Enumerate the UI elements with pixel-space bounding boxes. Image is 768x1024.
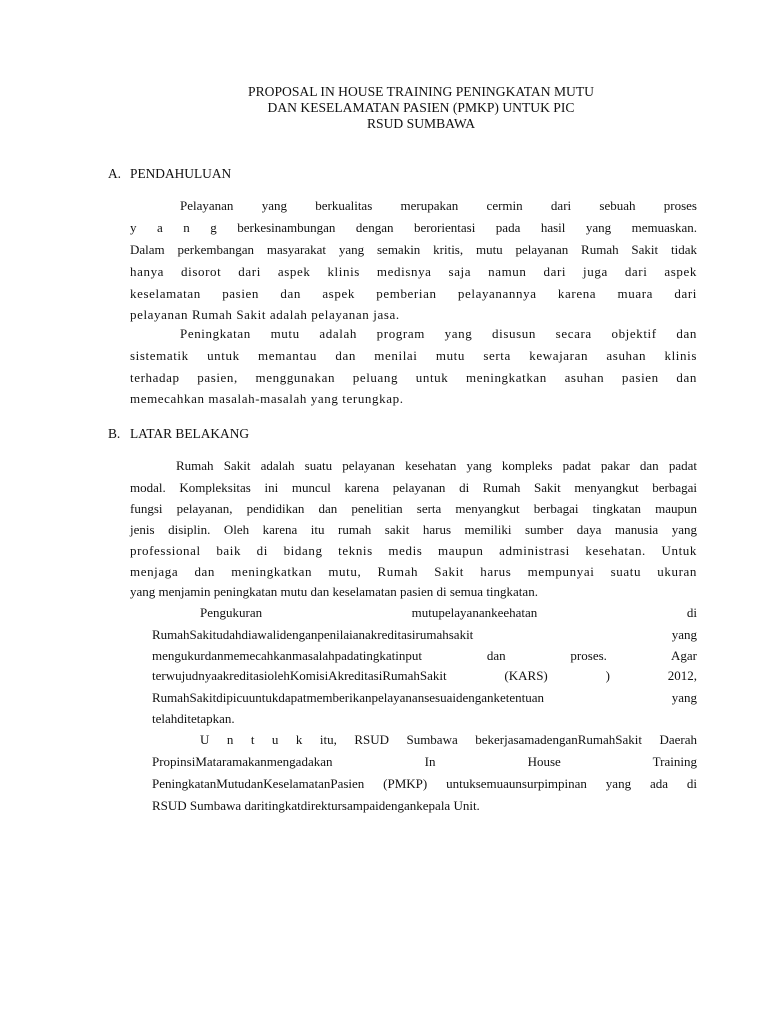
paragraph-line: pelayanan Rumah Sakit adalah pelayanan jasa. xyxy=(130,307,400,322)
section-a-title: PENDAHULUAN xyxy=(130,166,232,181)
paragraph-line: U n t u k itu, RSUD Sumbawa bekerjasamadenganRumahSakit Daerah xyxy=(200,732,697,747)
paragraph-line: PeningkatanMutudanKeselamatanPasien (PMKP) untuksemuaunsurpimpinan yang ada di xyxy=(152,776,697,791)
paragraph-line: fungsi pelayanan, pendidikan dan penelitian serta menyangkut berbagai tingkatan maupun xyxy=(130,501,697,516)
paragraph-line: Rumah Sakit adalah suatu pelayanan kesehatan yang kompleks padat pakar dan padat xyxy=(176,458,697,473)
section-a-heading xyxy=(108,165,231,183)
title-line-1: PROPOSAL IN HOUSE TRAINING PENINGKATAN MUTU xyxy=(248,84,594,99)
paragraph-line: terwujudnyaakreditasiolehKomisiAkreditasiRumahSakit (KARS) ) 2012, xyxy=(152,668,697,683)
section-b-title: LATAR BELAKANG xyxy=(130,426,250,441)
paragraph-line: Pengukuran mutupelayanankeehatan di xyxy=(200,605,697,620)
paragraph-line: Pelayanan yang berkualitas merupakan cermin dari sebuah proses xyxy=(180,198,697,213)
section-b-letter: B. xyxy=(108,426,121,441)
title-line-2: DAN KESELAMATAN PASIEN (PMKP) UNTUK PIC xyxy=(267,100,575,115)
paragraph-line: memecahkan masalah-masalah yang terungkap. xyxy=(130,391,404,406)
paragraph-line: modal. Kompleksitas ini muncul karena pelayanan di Rumah Sakit menyangkut berbagai xyxy=(130,480,697,495)
section-b-heading xyxy=(108,425,249,443)
paragraph-line: y a n g berkesinambungan dengan berorientasi pada hasil yang memuaskan. xyxy=(130,220,697,235)
paragraph-line: PropinsiMataramakanmengadakan In House Training xyxy=(152,754,697,769)
paragraph-line: telahditetapkan. xyxy=(152,711,235,726)
document-title xyxy=(0,84,768,132)
paragraph-line: terhadap pasien, menggunakan peluang untuk meningkatkan asuhan pasien dan xyxy=(130,370,697,385)
paragraph-line: professional baik di bidang teknis medis maupun administrasi kesehatan. Untuk xyxy=(130,543,697,558)
paragraph-line: RumahSakitudahdiawalidenganpenilaianakreditasirumahsakit yang xyxy=(152,627,697,642)
paragraph-line: Dalam perkembangan masyarakat yang semakin kritis, mutu pelayanan Rumah Sakit tidak xyxy=(130,242,697,257)
paragraph-line: jenis disiplin. Oleh karena itu rumah sakit harus memiliki sumber daya manusia yang xyxy=(130,522,697,537)
paragraph-line: menjaga dan meningkatkan mutu, Rumah Sakit harus mempunyai suatu ukuran xyxy=(130,564,697,579)
paragraph-line: mengukurdanmemecahkanmasalahpadatingkatinput dan proses. Agar xyxy=(152,648,697,663)
paragraph-line: keselamatan pasien dan aspek pemberian pelayanannya karena muara dari xyxy=(130,286,697,301)
title-line-3: RSUD SUMBAWA xyxy=(366,116,476,131)
paragraph-line: hanya disorot dari aspek klinis medisnya saja namun dari juga dari aspek xyxy=(130,264,697,279)
paragraph-line: sistematik untuk memantau dan menilai mutu serta kewajaran asuhan klinis xyxy=(130,348,697,363)
paragraph-line: yang menjamin peningkatan mutu dan keselamatan pasien di semua tingkatan. xyxy=(130,584,538,599)
paragraph-line: RSUD Sumbawa daritingkatdirektursampaidengankepala Unit. xyxy=(152,798,480,813)
section-a-letter: A. xyxy=(108,166,122,181)
paragraph-line: Peningkatan mutu adalah program yang disusun secara objektif dan xyxy=(180,326,697,341)
paragraph-line: RumahSakitdipicuuntukdapatmemberikanpelayanansesuaidenganketentuan yang xyxy=(152,690,697,705)
